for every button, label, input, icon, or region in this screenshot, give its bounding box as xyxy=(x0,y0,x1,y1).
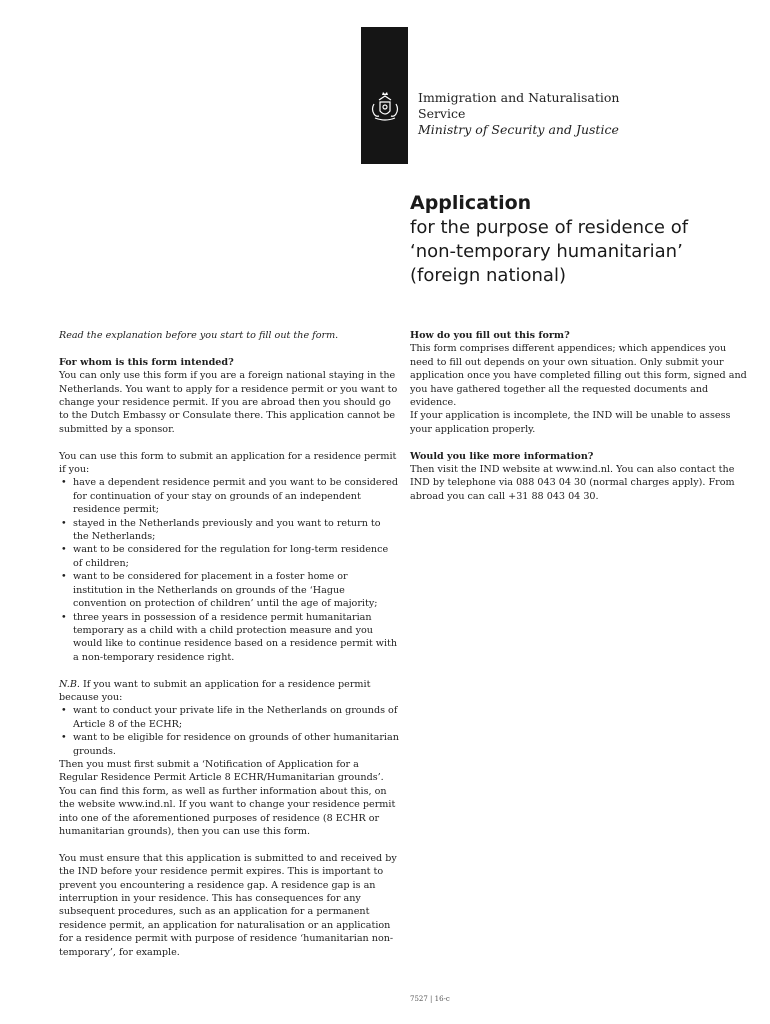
right-column xyxy=(410,329,750,503)
agency-line-2: Service xyxy=(418,106,466,121)
agency-name xyxy=(418,90,619,138)
paragraph-for-whom: You can only use this form if you are a foreign national staying in the Netherlands. You want to apply for a residence permit or you want to change your residence permit. If you are abroad then you should go to the Dutch Embassy or Consulate there. This application cannot be submitted by a sponsor. xyxy=(59,370,398,435)
ministry-name: Ministry of Security and Justice xyxy=(418,122,619,137)
intro-note: Read the explanation before you start to fill out the form. xyxy=(59,330,339,341)
heading-how-fill: How do you fill out this form? xyxy=(410,330,570,341)
paragraph-ensure: You must ensure that this application is submitted to and received by the IND before your residence permit expires. This is important to prevent you encountering a residence gap. A residence gap is an interruption in your residence. This has consequences for any subsequent procedures, such as an application for a permanent residence permit, an application for naturalisation or an application for a residence permit with purpose of residence ‘humanitarian non-temporary’, for example. xyxy=(59,852,397,958)
list-item: • want to conduct your private life in the Netherlands on grounds of Article 8 of the ECHR; xyxy=(59,704,399,731)
bullet-list-conditions xyxy=(59,476,399,664)
title-main: Application xyxy=(410,192,532,214)
left-column xyxy=(59,329,399,959)
nb-text: If you want to submit an application for a residence permit because you: xyxy=(59,678,371,703)
list-item: • stayed in the Netherlands previously and you want to return to the Netherlands; xyxy=(59,517,399,544)
coat-of-arms-icon xyxy=(365,87,405,127)
paragraph-incomplete: If your application is incomplete, the IND will be unable to assess your application properly. xyxy=(410,410,731,435)
heading-for-whom: For whom is this form intended? xyxy=(59,356,234,368)
list-item: • three years in possession of a residence permit humanitarian temporary as a child with a child protection measure and you would like to continue residence based on a residence permit with a non-temporary residence right. xyxy=(59,611,399,665)
nota-bene xyxy=(59,678,399,705)
list-item: • have a dependent residence permit and you want to be considered for continuation of your stay on grounds of an independent residence permit; xyxy=(59,476,399,516)
document-title xyxy=(410,190,688,288)
paragraph-more-info: Then visit the IND website at www.ind.nl. You can also contact the IND by telephone via 088 043 04 30 (normal charges apply). From abroad you can call +31 88 043 04 30. xyxy=(410,464,735,502)
list-item: • want to be considered for placement in a foster home or institution in the Netherlands on grounds of the ‘Hague convention on protection of children’ until the age of majority; xyxy=(59,570,399,610)
agency-line-1: Immigration and Naturalisation xyxy=(418,90,620,105)
list-item: • want to be considered for the regulation for long-term residence of children; xyxy=(59,543,399,570)
paragraph-how-fill: This form comprises different appendices; which appendices you need to fill out depends on your own situation. Only submit your application once you have completed filling out this form, signed and you have gathered together all the requested documents and evidence. xyxy=(410,343,747,409)
nb-label: N.B. xyxy=(59,678,80,690)
title-sub-3: (foreign national) xyxy=(410,265,566,286)
form-code: 7527 | 16-c xyxy=(410,995,450,1003)
government-logo-bar xyxy=(361,27,408,164)
list-item: • want to be eligible for residence on grounds of other humanitarian grounds. xyxy=(59,731,399,758)
title-sub-2: ‘non-temporary humanitarian’ xyxy=(410,241,683,262)
paragraph-use-form: You can use this form to submit an application for a residence permit if you: xyxy=(59,450,397,476)
title-sub-1: for the purpose of residence of xyxy=(410,217,689,238)
heading-more-info: Would you like more information? xyxy=(410,450,594,462)
bullet-list-nb xyxy=(59,704,399,758)
paragraph-then: Then you must first submit a ‘Notification of Application for a Regular Residence Permit Article 8 ECHR/Humanitarian grounds’. You can find this form, as well as further information about this, on the website www.ind.nl. If you want to change your residence permit into one of the aforementioned purposes of residence (8 ECHR or humanitarian grounds), then you can use this form. xyxy=(59,758,396,837)
